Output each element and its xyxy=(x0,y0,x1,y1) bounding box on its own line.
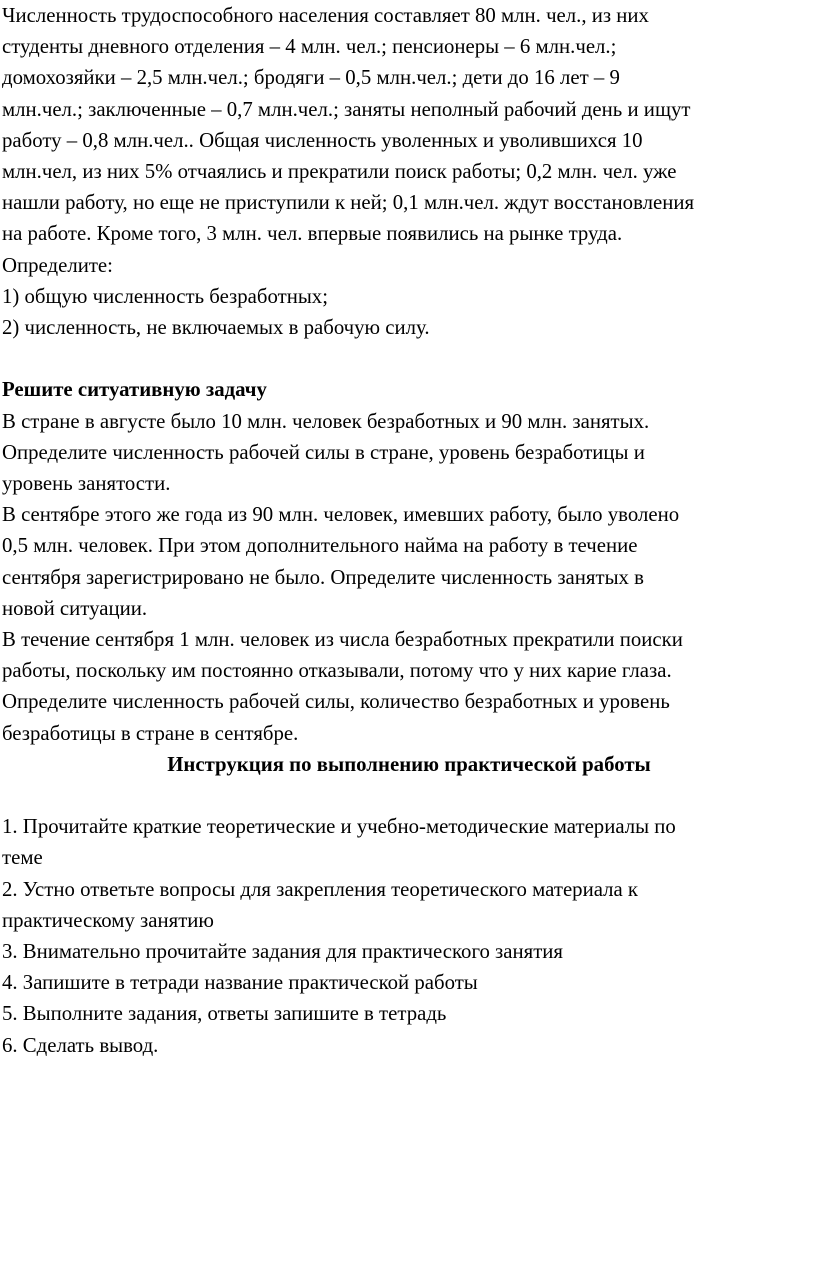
list-item: теме xyxy=(2,846,43,870)
blank-line xyxy=(2,780,816,811)
text-line: В течение сентября 1 млн. человек из числа безработных прекратили поиски xyxy=(2,628,683,652)
text-line: домохозяйки – 2,5 млн.чел.; бродяги – 0,5 млн.чел.; дети до 16 лет – 9 xyxy=(2,66,620,90)
determine-label: Определите: xyxy=(2,253,113,277)
situational-task xyxy=(2,374,816,748)
blank-line xyxy=(2,343,816,374)
text-line: сентября зарегистрировано не было. Определите численность занятых в xyxy=(2,565,644,589)
list-item: 6. Сделать вывод. xyxy=(2,1033,159,1057)
text-line: млн.чел, из них 5% отчаялись и прекратили поиск работы; 0,2 млн. чел. уже xyxy=(2,160,677,184)
situational-heading: Решите ситуативную задачу xyxy=(2,378,267,402)
text-line: на работе. Кроме того, 3 млн. чел. впервые появились на рынке труда. xyxy=(2,222,623,246)
list-item: 4. Запишите в тетради название практической работы xyxy=(2,971,478,995)
text-line: безработицы в стране в сентябре. xyxy=(2,721,299,745)
text-line: В стране в августе было 10 млн. человек безработных и 90 млн. занятых. xyxy=(2,409,650,433)
text-line: новой ситуации. xyxy=(2,596,148,620)
instructions-heading: Инструкция по выполнению практической работы xyxy=(167,752,651,776)
text-line: 0,5 млн. человек. При этом дополнительного найма на работу в течение xyxy=(2,534,638,558)
list-item: 2. Устно ответьте вопросы для закрепления теоретического материала к xyxy=(2,877,639,901)
list-item: 1. Прочитайте краткие теоретические и учебно-методические материалы по xyxy=(2,815,676,839)
text-line: уровень занятости. xyxy=(2,472,171,496)
text-line: В сентябре этого же года из 90 млн. человек, имевших работу, было уволено xyxy=(2,503,680,527)
text-line: студенты дневного отделения – 4 млн. чел.; пенсионеры – 6 млн.чел.; xyxy=(2,35,617,59)
text-line: работу – 0,8 млн.чел.. Общая численность уволенных и уволившихся 10 xyxy=(2,128,643,152)
text-line: млн.чел.; заключенные – 0,7 млн.чел.; заняты неполный рабочий день и ищут xyxy=(2,97,691,121)
text-line: работы, поскольку им постоянно отказывали, потому что у них карие глаза. xyxy=(2,659,672,683)
text-line: Численность трудоспособного населения составляет 80 млн. чел., из них xyxy=(2,4,649,27)
list-item: практическому занятию xyxy=(2,908,214,932)
text-line: Определите численность рабочей силы в стране, уровень безработицы и xyxy=(2,440,645,464)
text-line: нашли работу, но еще не приступили к ней; 0,1 млн.чел. ждут восстановления xyxy=(2,191,695,215)
instructions-list xyxy=(2,811,816,1061)
question-1: 1) общую численность безработных; xyxy=(2,284,328,308)
question-2: 2) численность, не включаемых в рабочую силу. xyxy=(2,316,430,340)
problem-statement xyxy=(2,0,816,343)
list-item: 5. Выполните задания, ответы запишите в тетрадь xyxy=(2,1002,447,1026)
list-item: 3. Внимательно прочитайте задания для практического занятия xyxy=(2,940,563,964)
text-line: Определите численность рабочей силы, количество безработных и уровень xyxy=(2,690,670,714)
